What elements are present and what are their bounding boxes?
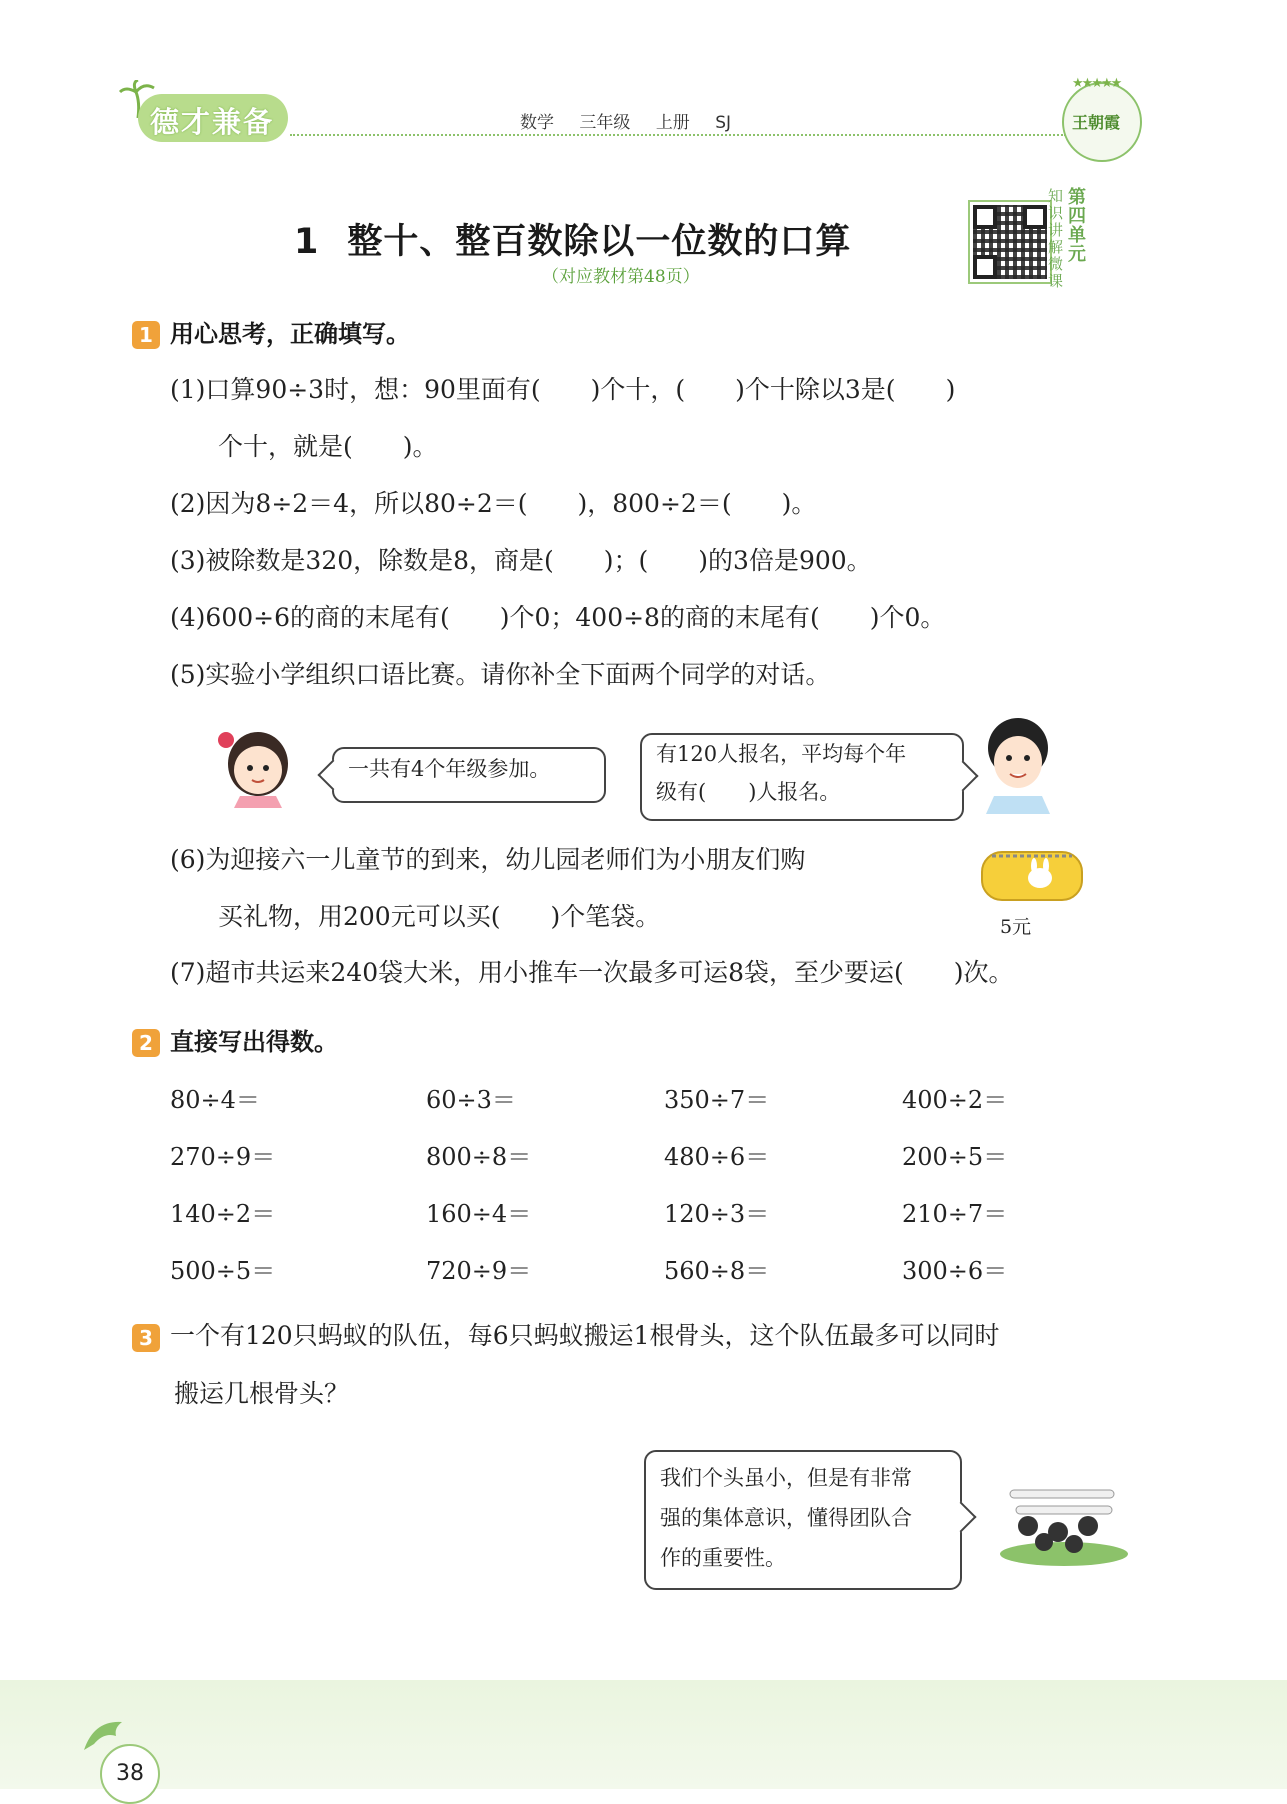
qr-corner (973, 205, 997, 229)
girl-speech-text: 一共有4个年级参加。 (348, 757, 551, 781)
question-1-4: (4)600÷6的商的末尾有( )个0；400÷8的商的末尾有( )个0。 (170, 603, 946, 632)
calc-item: 80÷4＝ (170, 1086, 260, 1114)
calc-item: 120÷3＝ (664, 1200, 770, 1228)
book-volume: 上册 (655, 113, 690, 133)
boy-speech-line: 级有( )人报名。 (656, 780, 841, 804)
question-1-6-cont: 买礼物，用200元可以买( )个笔袋。 (218, 902, 661, 931)
section-title: 直接写出得数。 (170, 1028, 338, 1056)
calc-item: 350÷7＝ (664, 1086, 770, 1114)
calc-item: 720÷9＝ (426, 1257, 532, 1285)
section-1-heading (132, 314, 410, 349)
question-3-text: 一个有120只蚂蚁的队伍，每6只蚂蚁搬运1根骨头，这个队伍最多可以同时 (170, 1321, 1000, 1350)
calc-item: 140÷2＝ (170, 1200, 276, 1228)
boy-speech-line: 有120人报名，平均每个年 (656, 742, 907, 766)
brand-logo (118, 80, 288, 146)
page-title (294, 214, 851, 264)
qr-code[interactable] (968, 200, 1052, 284)
section-2-heading (132, 1022, 338, 1057)
calc-item: 800÷8＝ (426, 1143, 532, 1171)
section-badge: 1 (132, 321, 160, 349)
section-title: 用心思考，正确填写。 (170, 320, 410, 348)
ants-carrying-bones-icon (996, 1476, 1132, 1568)
calc-item: 60÷3＝ (426, 1086, 516, 1114)
ant-speech-bubble (644, 1450, 962, 1590)
unit-label: 第四单元 (1068, 187, 1086, 265)
footer-band (0, 1680, 1287, 1789)
calc-item: 500÷5＝ (170, 1257, 276, 1285)
pencil-case-icon (978, 838, 1090, 910)
book-info (520, 108, 751, 133)
calc-item: 560÷8＝ (664, 1257, 770, 1285)
section-badge: 3 (132, 1324, 160, 1352)
lesson-title: 整十、整百数除以一位数的口算 (347, 222, 852, 262)
question-1-7: (7)超市共运来240袋大米，用小推车一次最多可运8袋，至少要运( )次。 (170, 958, 1014, 987)
lesson-number: 1 (294, 222, 320, 262)
question-1-5: (5)实验小学组织口语比赛。请你补全下面两个同学的对话。 (170, 660, 831, 689)
seal-name: 王朝霞 (1072, 113, 1121, 132)
calc-item: 300÷6＝ (902, 1257, 1008, 1285)
calc-item: 160÷4＝ (426, 1200, 532, 1228)
calc-item: 400÷2＝ (902, 1086, 1008, 1114)
girl-speech-bubble (332, 747, 606, 803)
header-divider (290, 134, 1066, 136)
question-3 (132, 1316, 1000, 1352)
calc-item: 480÷6＝ (664, 1143, 770, 1171)
bubble-tail (317, 759, 348, 790)
stars-icon: ★★★★★ (1072, 76, 1121, 91)
ant-speech-line: 作的重要性。 (660, 1546, 786, 1570)
qr-caption: 知识讲解微课 (1048, 187, 1064, 290)
question-1-1: (1)口算90÷3时，想：90里面有( )个十，( )个十除以3是( ) (170, 375, 956, 404)
brand-name: 德才兼备 (150, 105, 275, 139)
calc-item: 200÷5＝ (902, 1143, 1008, 1171)
calc-item: 270÷9＝ (170, 1143, 276, 1171)
qr-corner (1023, 205, 1047, 229)
qr-corner (973, 255, 997, 279)
question-1-6: (6)为迎接六一儿童节的到来，幼儿园老师们为小朋友们购 (170, 845, 806, 874)
section-badge: 2 (132, 1029, 160, 1057)
question-1-1-cont: 个十，就是( )。 (218, 432, 438, 461)
question-1-3: (3)被除数是320，除数是8，商是( )；( )的3倍是900。 (170, 546, 872, 575)
boy-avatar (978, 710, 1060, 814)
calc-item: 210÷7＝ (902, 1200, 1008, 1228)
author-seal (1062, 76, 1142, 162)
girl-avatar (216, 716, 300, 808)
boy-speech-bubble (640, 733, 964, 821)
book-subject: 数学 (520, 113, 554, 133)
page-number: 38 (100, 1744, 160, 1804)
book-edition: SJ (715, 113, 732, 133)
book-grade: 三年级 (579, 113, 631, 133)
question-1-2: (2)因为8÷2＝4，所以80÷2＝( )，800÷2＝( )。 (170, 489, 817, 518)
ant-speech-line: 强的集体意识，懂得团队合 (660, 1506, 912, 1530)
pencil-case-price: 5元 (1000, 916, 1032, 938)
textbook-reference: （对应教材第48页） (542, 267, 700, 287)
ant-speech-line: 我们个头虽小，但是有非常 (660, 1466, 912, 1490)
question-3-cont: 搬运几根骨头？ (174, 1379, 350, 1408)
